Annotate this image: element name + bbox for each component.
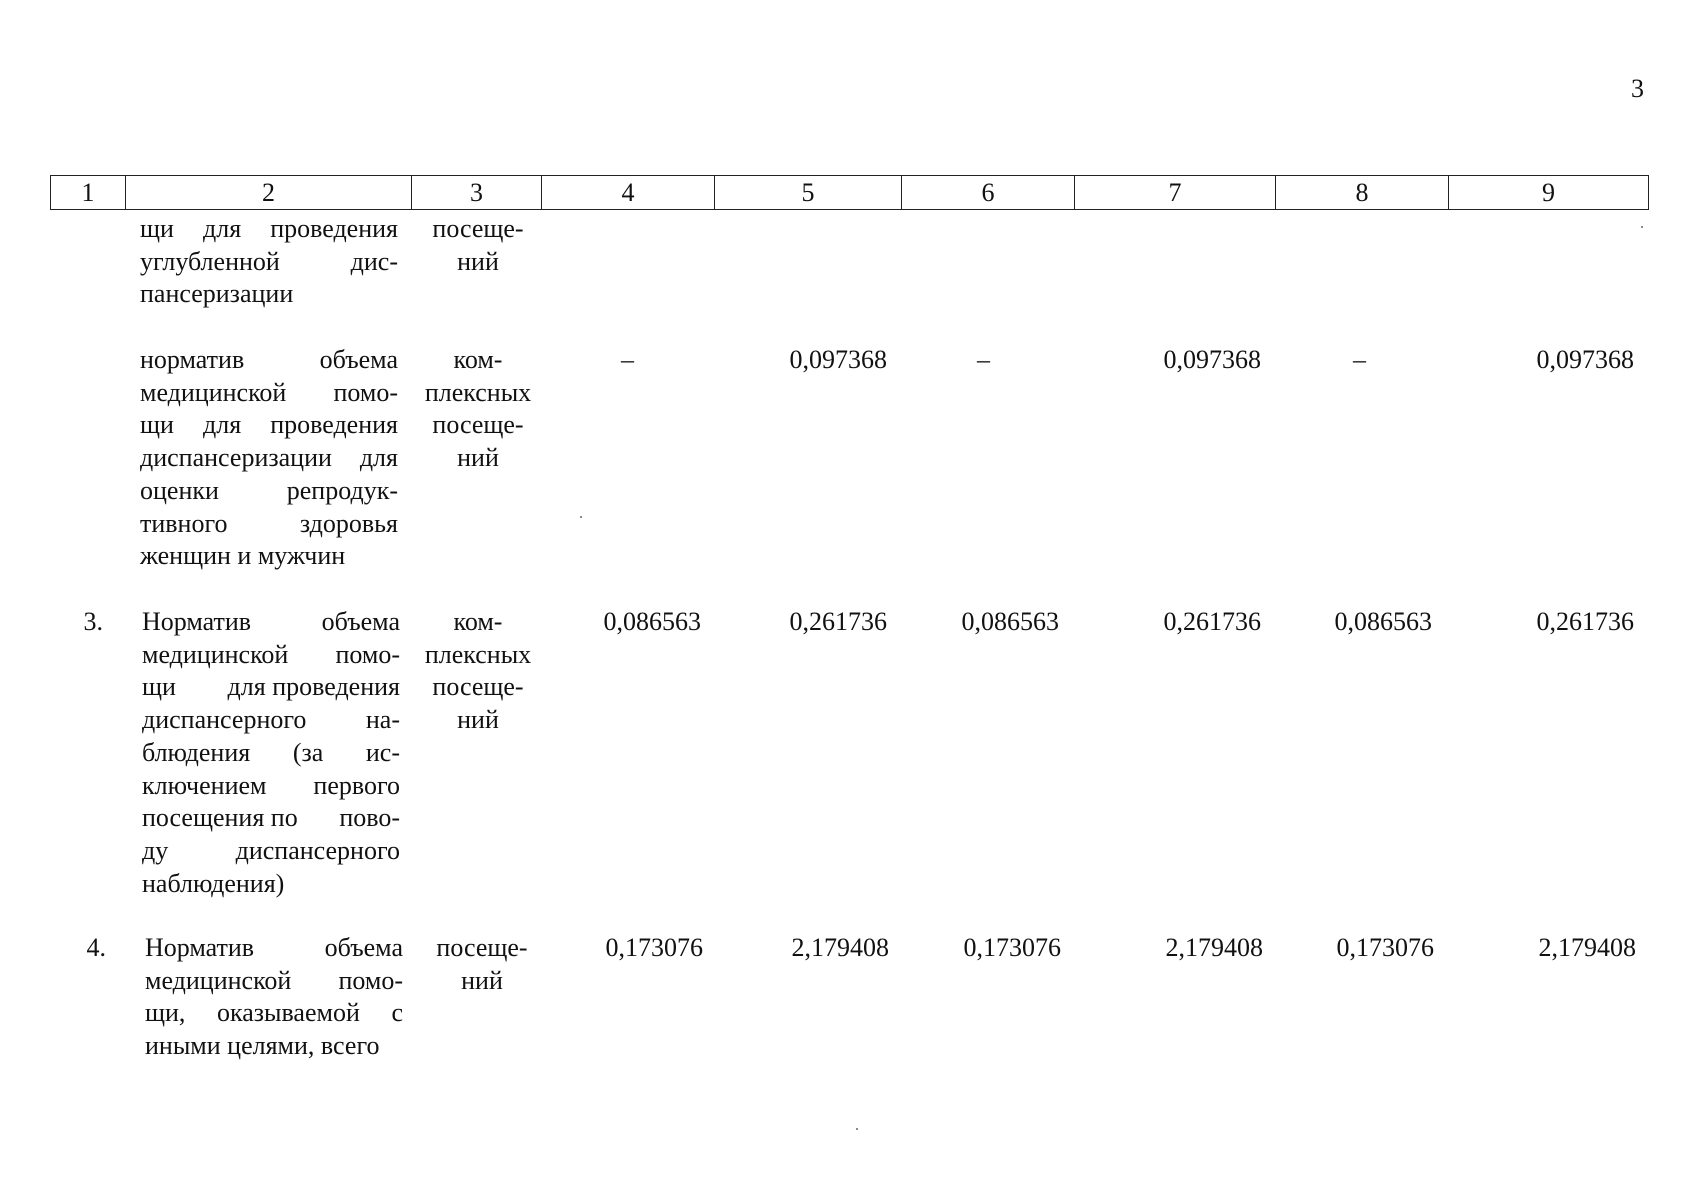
value-col-9: 2,179408	[1538, 933, 1636, 962]
description-line	[145, 932, 403, 965]
description-word: медицинской	[142, 639, 289, 669]
row-description	[142, 606, 400, 900]
description-word: углубленной	[140, 246, 280, 276]
description-line	[140, 409, 398, 442]
unit-line: посеще-	[432, 410, 524, 440]
unit-line: ний	[457, 246, 499, 276]
row-unit	[413, 213, 543, 278]
header-col-2: 2	[126, 176, 412, 210]
page-number: 3	[1631, 74, 1644, 103]
description-word: для	[359, 443, 398, 473]
header-col-3: 3	[412, 176, 542, 210]
scan-speck	[580, 516, 582, 518]
description-word: для	[202, 410, 242, 440]
description-line	[140, 278, 398, 311]
header-col-6: 6	[902, 176, 1075, 210]
value-col-8: –	[1353, 345, 1366, 374]
description-word: Норматив	[145, 933, 255, 962]
unit-line: ний	[461, 965, 503, 995]
description-line	[140, 508, 398, 541]
description-word: помо-	[335, 639, 400, 669]
description-line	[145, 997, 403, 1030]
column-number-header	[50, 175, 1649, 210]
scan-speck	[1641, 226, 1643, 228]
description-line	[140, 377, 398, 410]
value-col-6: –	[977, 345, 990, 374]
description-word: норматив	[140, 345, 245, 374]
description-word: проведения	[270, 410, 398, 440]
description-word: объема	[324, 933, 403, 962]
unit-line: ний	[457, 705, 499, 735]
row-unit	[413, 344, 543, 475]
value-col-5: 0,097368	[789, 345, 887, 374]
unit-line: плексных	[424, 377, 532, 407]
description-word: Норматив	[142, 607, 252, 636]
value-col-8: 0,086563	[1334, 607, 1432, 636]
description-word: первого	[313, 770, 400, 800]
value-col-9: 0,261736	[1536, 607, 1634, 636]
row-description	[140, 344, 398, 573]
description-word: пансеризации	[140, 279, 294, 309]
row-description	[145, 932, 403, 1063]
unit-line: ний	[457, 443, 499, 473]
description-word: иными целями, всего	[145, 1031, 380, 1061]
row-number: 3.	[83, 607, 103, 636]
description-line	[142, 802, 400, 835]
description-word: для	[202, 214, 242, 243]
description-word: проведения	[270, 214, 398, 243]
description-word: оказываемой	[216, 998, 360, 1028]
unit-line: ком-	[453, 345, 503, 374]
unit-line: плексных	[424, 639, 532, 669]
unit-line: посеще-	[432, 672, 524, 702]
description-line	[145, 965, 403, 998]
value-col-7: 0,097368	[1163, 345, 1261, 374]
description-word: оценки	[140, 475, 219, 505]
description-word: тивного	[140, 508, 228, 538]
scan-speck	[856, 1128, 858, 1130]
description-line	[140, 213, 398, 246]
value-col-6: 0,173076	[963, 933, 1061, 962]
description-word: диспансерного	[235, 835, 400, 865]
description-line	[142, 835, 400, 868]
unit-line: посеще-	[436, 933, 528, 962]
value-col-4: –	[621, 345, 634, 374]
description-word: медицинской	[145, 965, 292, 995]
description-word: ду	[142, 835, 169, 865]
description-line	[145, 1030, 403, 1063]
row-description	[140, 213, 398, 311]
description-line	[140, 442, 398, 475]
description-line	[140, 246, 398, 279]
unit-line: ком-	[453, 607, 503, 636]
description-word: наблюдения)	[142, 868, 285, 898]
header-col-9: 9	[1449, 176, 1649, 210]
description-line	[142, 737, 400, 770]
description-word: щи	[140, 410, 174, 440]
description-line	[142, 671, 400, 704]
description-word: помо-	[333, 377, 398, 407]
description-word: дис-	[350, 246, 398, 276]
value-col-5: 0,261736	[789, 607, 887, 636]
value-col-4: 0,086563	[603, 607, 701, 636]
description-line	[142, 868, 400, 901]
description-word: (за	[292, 737, 324, 767]
description-line	[140, 540, 398, 573]
description-word: ис-	[365, 737, 400, 767]
description-word: медицинской	[140, 377, 287, 407]
value-col-9: 0,097368	[1536, 345, 1634, 374]
description-line	[142, 770, 400, 803]
description-word: щи	[142, 672, 176, 702]
description-word: для проведения	[227, 672, 400, 702]
value-col-6: 0,086563	[961, 607, 1059, 636]
description-word: посещения по	[142, 803, 298, 833]
row-number: 4.	[86, 933, 106, 962]
description-line	[140, 344, 398, 377]
header-col-8: 8	[1276, 176, 1449, 210]
header-col-7: 7	[1075, 176, 1276, 210]
description-word: помо-	[338, 965, 403, 995]
description-line	[142, 639, 400, 672]
row-unit	[417, 932, 547, 997]
row-unit	[413, 606, 543, 737]
header-col-1: 1	[51, 176, 126, 210]
unit-line: посеще-	[432, 214, 524, 243]
value-col-4: 0,173076	[605, 933, 703, 962]
description-word: ключением	[142, 770, 267, 800]
description-word: репродук-	[286, 475, 398, 505]
description-line	[142, 704, 400, 737]
description-line	[142, 606, 400, 639]
description-word: диспансеризации	[140, 443, 332, 473]
description-word: блюдения	[142, 737, 251, 767]
value-col-5: 2,179408	[791, 933, 889, 962]
description-word: здоровья	[299, 508, 398, 538]
description-word: диспансерного	[142, 705, 307, 735]
description-word: объема	[321, 607, 400, 636]
value-col-7: 0,261736	[1163, 607, 1261, 636]
value-col-7: 2,179408	[1165, 933, 1263, 962]
description-word: пово-	[339, 803, 400, 833]
header-col-4: 4	[542, 176, 715, 210]
description-line	[140, 475, 398, 508]
description-word: с	[391, 998, 403, 1028]
description-word: щи,	[145, 998, 186, 1028]
description-word: объема	[319, 345, 398, 374]
description-word: на-	[365, 705, 400, 735]
description-word: женщин и мужчин	[140, 541, 346, 571]
header-col-5: 5	[715, 176, 902, 210]
value-col-8: 0,173076	[1336, 933, 1434, 962]
description-word: щи	[140, 214, 174, 243]
